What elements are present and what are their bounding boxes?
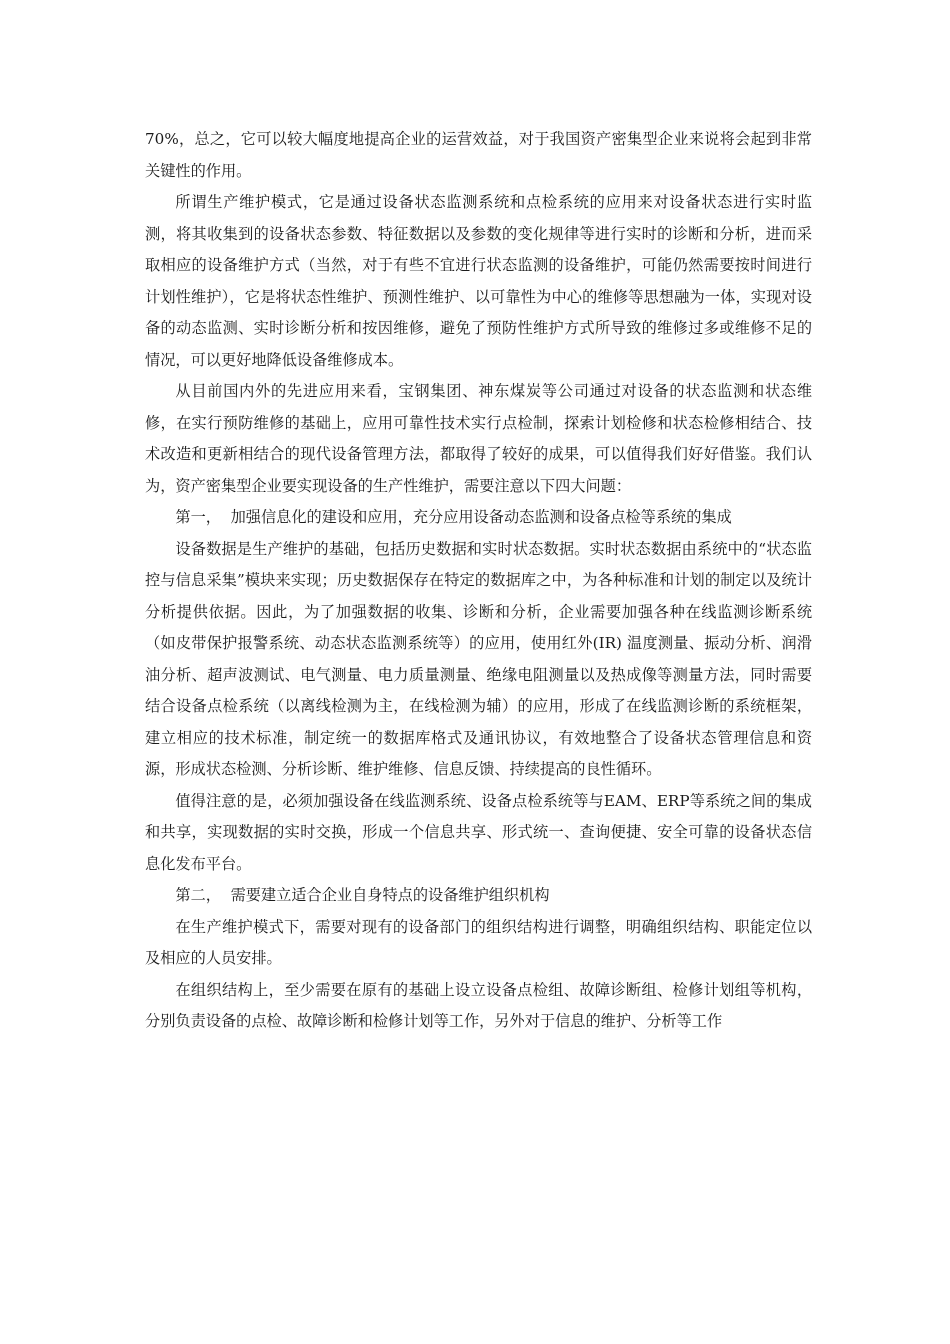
document-page (145, 124, 812, 1038)
paragraph-org-structure-adjustment: 在生产维护模式下，需要对现有的设备部门的组织结构进行调整，明确组织结构、职能定位以及相应的人员安排。 (145, 917, 812, 967)
paragraph-domestic-foreign-applications: 从目前国内外的先进应用来看，宝钢集团、神东煤炭等公司通过对设备的状态监测和状态维修，在实行预防维修的基础上，应用可靠性技术实行点检制，探索计划检修和状态检修相结合、技术改造和更新相结合的现代设备管理方法，都取得了较好的成果，可以值得我们好好借鉴。我们认为，资产密集型企业要实现设备的生产性维护，需要注意以下四大问题： (145, 382, 812, 495)
section-heading-second: 第二， 需要建立适合企业自身特点的设备维护组织机构 (175, 886, 550, 904)
section-heading-first: 第一， 加强信息化的建设和应用，充分应用设备动态监测和设备点检等系统的集成 (175, 508, 732, 526)
paragraph-org-structure-groups: 在组织结构上，至少需要在原有的基础上设立设备点检组、故障诊断组、检修计划组等机构，分别负责设备的点检、故障诊断和检修计划等工作，另外对于信息的维护、分析等工作 (145, 980, 812, 1030)
paragraph-equipment-data: 设备数据是生产维护的基础，包括历史数据和实时状态数据。实时状态数据由系统中的“状态监控与信息采集”模块来实现；历史数据保存在特定的数据库之中，为各种标准和计划的制定以及统计分析提供依据。因此，为了加强数据的收集、诊断和分析，企业需要加强各种在线监测诊断系统（如皮带保护报警系统、动态状态监测系统等）的应用，使用红外(IR) 温度测量、振动分析、润滑油分析、超声波测试、电气测量、电力质量测量、绝缘电阻测量以及热成像等测量方法，同时需要结合设备点检系统（以离线检测为主，在线检测为辅）的应用，形成了在线监测诊断的系统框架，建立相应的技术标准，制定统一的数据库格式及通讯协议，有效地整合了设备状态管理信息和资源，形成状态检测、分析诊断、维护维修、信息反馈、持续提高的良性循环。 (145, 539, 812, 778)
paragraph-system-integration: 值得注意的是，必须加强设备在线监测系统、设备点检系统等与EAM、ERP等系统之间的集成和共享，实现数据的实时交换，形成一个信息共享、形式统一、查询便捷、安全可靠的设备状态信息化发布平台。 (145, 791, 812, 873)
paragraph-continuation: 70%，总之，它可以较大幅度地提高企业的运营效益，对于我国资产密集型企业来说将会起到非常关键性的作用。 (145, 130, 812, 180)
paragraph-production-maintenance-mode: 所谓生产维护模式，它是通过设备状态监测系统和点检系统的应用来对设备状态进行实时监测，将其收集到的设备状态参数、特征数据以及参数的变化规律等进行实时的诊断和分析，进而采取相应的设备维护方式（当然，对于有些不宜进行状态监测的设备维护，可能仍然需要按时间进行计划性维护），它是将状态性维护、预测性维护、以可靠性为中心的维修等思想融为一体，实现对设备的动态监测、实时诊断分析和按因维修，避免了预防性维护方式所导致的维修过多或维修不足的情况，可以更好地降低设备维修成本。 (145, 193, 812, 369)
